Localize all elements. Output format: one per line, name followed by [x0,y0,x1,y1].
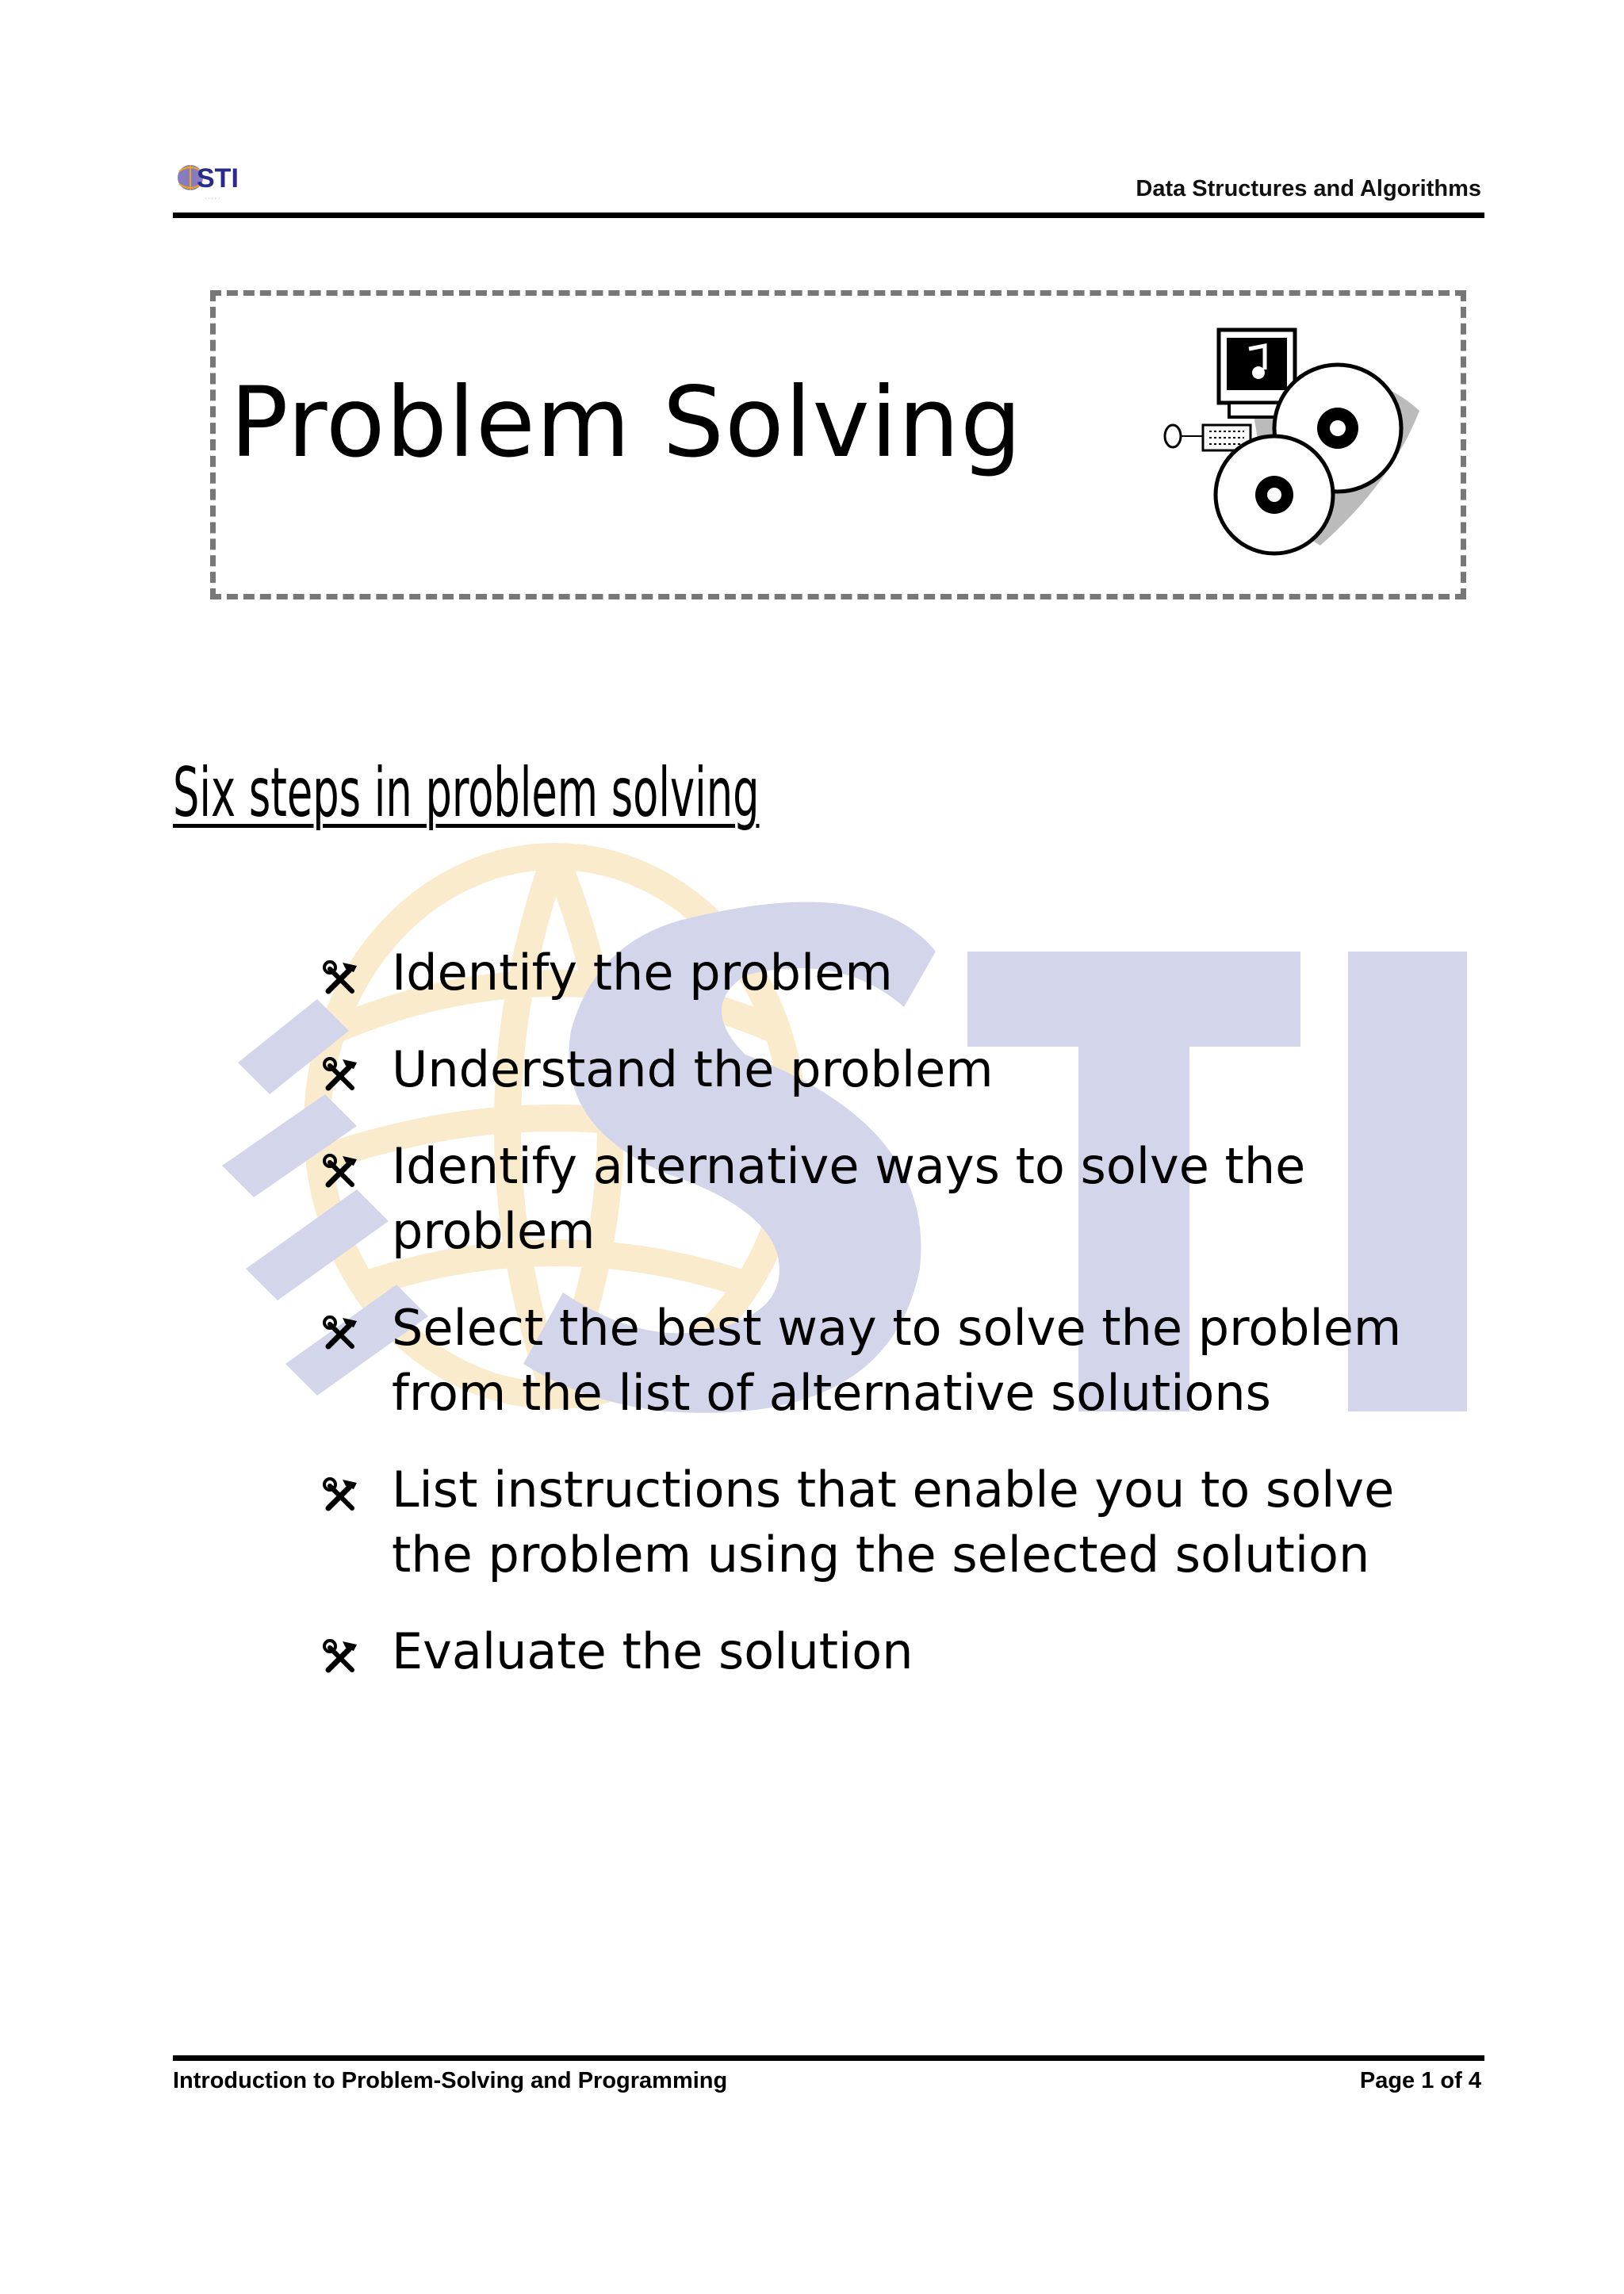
computer-discs-icon [1154,324,1431,561]
list-item [317,1134,1443,1264]
step-text: List instructions that enable you to solve the problem using the selected solution [392,1461,1395,1584]
sti-logo [173,155,268,205]
page-number: Page 1 of 4 [1359,2068,1481,2093]
list-item [317,1037,1443,1102]
step-text: Select the best way to solve the problem from the list of alternative solutions [392,1299,1402,1422]
steps-list [317,940,1443,1716]
hammer-wrench-icon [322,1637,362,1676]
step-text: Identify the problem [392,944,893,1001]
svg-text:STI: STI [197,163,239,193]
hammer-wrench-icon [322,1475,362,1515]
list-item [317,1296,1443,1426]
footer-course-title: Introduction to Problem-Solving and Programming [173,2068,728,2093]
footer-divider [173,2055,1484,2061]
hammer-wrench-icon [322,1313,362,1353]
section-heading: Six steps in problem solving [173,753,760,833]
step-text: Evaluate the solution [392,1622,914,1680]
header-divider [173,213,1484,218]
svg-text:· · · · ·: · · · · · [205,196,220,201]
step-text: Understand the problem [392,1040,994,1098]
hammer-wrench-icon [322,1055,362,1094]
hammer-wrench-icon [322,1151,362,1191]
page-title: Problem Solving [230,366,1023,479]
hammer-wrench-icon [322,958,362,998]
header-title: Data Structures and Algorithms [1136,176,1481,201]
list-item [317,940,1443,1005]
step-text: Identify alternative ways to solve the problem [392,1137,1306,1260]
list-item [317,1619,1443,1684]
list-item [317,1457,1443,1587]
